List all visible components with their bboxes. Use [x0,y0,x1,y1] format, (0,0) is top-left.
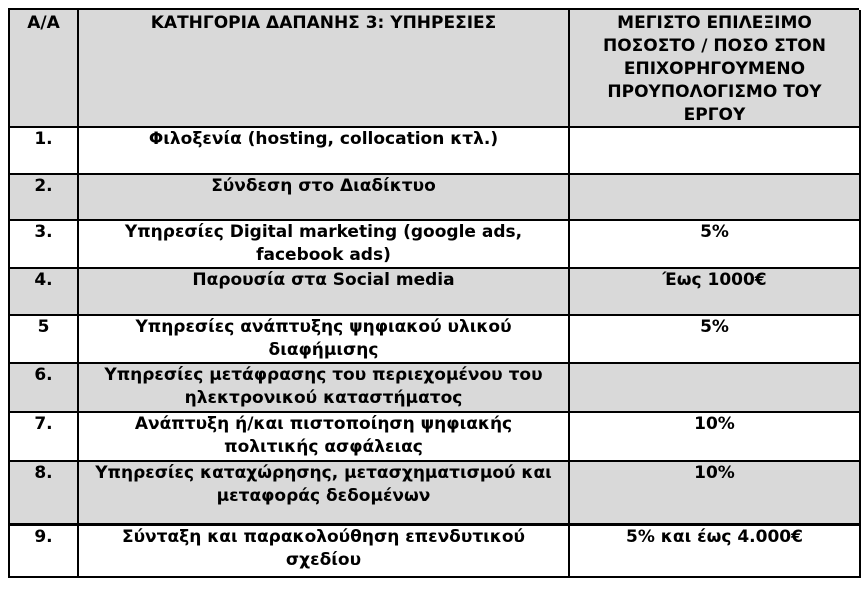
row-9-description: Σύνταξη και παρακολούθηση επενδυτικού σχεδίου [79,526,570,578]
row-1-value [570,128,861,175]
row-5-description: Υπηρεσίες ανάπτυξης ψηφιακού υλικού διαφήμισης [79,316,570,364]
row-8-number: 8. [10,462,79,526]
row-7-number: 7. [10,413,79,462]
row-6-value [570,364,861,413]
expense-table [8,8,859,578]
row-6-description: Υπηρεσίες μετάφρασης του περιεχομένου του ηλεκτρονικού καταστήματος [79,364,570,413]
row-3-description: Υπηρεσίες Digital marketing (google ads, facebook ads) [79,221,570,269]
header-category: ΚΑΤΗΓΟΡΙΑ ΔΑΠΑΝΗΣ 3: ΥΠΗΡΕΣΙΕΣ [79,10,570,128]
row-5-number: 5 [10,316,79,364]
row-4-number: 4. [10,269,79,316]
row-8-description: Υπηρεσίες καταχώρησης, μετασχηματισμού και μεταφοράς δεδομένων [79,462,570,526]
row-2-value [570,175,861,221]
row-5-value: 5% [570,316,861,364]
header-aa: Α/Α [10,10,79,128]
row-3-value: 5% [570,221,861,269]
header-max-rate: ΜΕΓΙΣΤΟ ΕΠΙΛΕΞΙΜΟ ΠΟΣΟΣΤΟ / ΠΟΣΟ ΣΤΟΝ ΕΠΙΧΟΡΗΓΟΥΜΕΝΟ ΠΡΟΥΠΟΛΟΓΙΣΜΟ ΤΟΥ ΕΡΓΟΥ [570,10,861,128]
row-7-value: 10% [570,413,861,462]
row-2-number: 2. [10,175,79,221]
row-7-description: Ανάπτυξη ή/και πιστοποίηση ψηφιακής πολιτικής ασφάλειας [79,413,570,462]
row-8-value: 10% [570,462,861,526]
row-2-description: Σύνδεση στο Διαδίκτυο [79,175,570,221]
row-1-description: Φιλοξενία (hosting, collocation κτλ.) [79,128,570,175]
row-4-value: Έως 1000€ [570,269,861,316]
row-9-number: 9. [10,526,79,578]
row-3-number: 3. [10,221,79,269]
row-1-number: 1. [10,128,79,175]
row-9-value: 5% και έως 4.000€ [570,526,861,578]
row-6-number: 6. [10,364,79,413]
row-4-description: Παρουσία στα Social media [79,269,570,316]
